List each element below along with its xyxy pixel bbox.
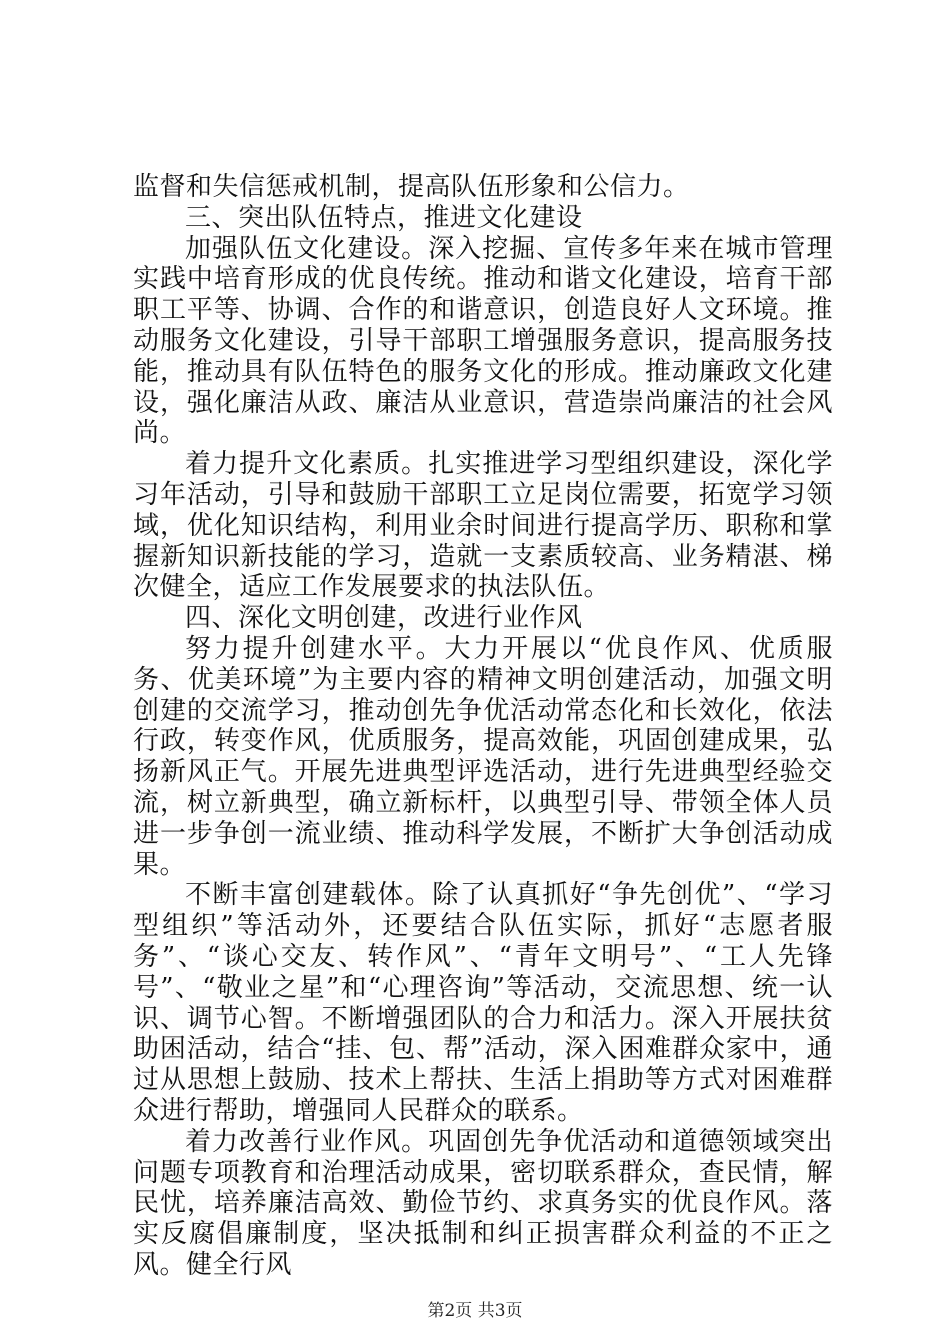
paragraph-1: 监督和失信惩戒机制，提高队伍形象和公信力。	[133, 172, 690, 202]
section-heading-3: 三、突出队伍特点，推进文化建设	[185, 202, 583, 233]
paragraph-industry-style: 着力改善行业作风。巩固创先争优活动和道德领域突出问题专项教育和治理活动成果，密切联系群众，查民情，解民忧，培养廉洁高效、勤俭节约、求真务实的优良作风。落实反腐倡廉制度，坚决抵制和纠正损害群众利益的不正之风。健全行风	[133, 1126, 833, 1280]
paragraph-creation-carriers: 不断丰富创建载体。除了认真抓好“争先创优”、“学习型组织”等活动外，还要结合队伍实际，抓好“志愿者服务”、“谈心交友、转作风”、“青年文明号”、“工人先锋号”、“敬业之星”和“心理咨询”等活动，交流思想、统一认识、调节心智。不断增强团队的合力和活力。深入开展扶贫助困活动，结合“挂、包、帮”活动，深入困难群众家中，通过从思想上鼓励、技术上帮扶、生活上捐助等方式对困难群众进行帮助，增强同人民群众的联系。	[133, 880, 833, 1126]
paragraph-cultural-quality: 着力提升文化素质。扎实推进学习型组织建设，深化学习年活动，引导和鼓励干部职工立足岗位需要，拓宽学习领域，优化知识结构，利用业余时间进行提高学历、职称和掌握新知识新技能的学习，造就一支素质较高、业务精湛、梯次健全，适应工作发展要求的执法队伍。	[133, 449, 833, 603]
page-number: 第2页 共3页	[427, 1301, 523, 1321]
paragraph-creation-level: 努力提升创建水平。大力开展以“优良作风、优质服务、优美环境”为主要内容的精神文明创建活动，加强文明创建的交流学习，推动创先争优活动常态化和长效化，依法行政，转变作风，优质服务，提高效能，巩固创建成果，弘扬新风正气。开展先进典型评选活动，进行先进典型经验交流，树立新典型，确立新标杆，以典型引导、带领全体人员进一步争创一流业绩、推动科学发展，不断扩大争创活动成果。	[133, 633, 833, 880]
section-heading-4: 四、深化文明创建，改进行业作风	[185, 603, 583, 634]
paragraph-culture-building: 加强队伍文化建设。深入挖掘、宣传多年来在城市管理实践中培育形成的优良传统。推动和谐文化建设，培育干部职工平等、协调、合作的和谐意识，创造良好人文环境。推动服务文化建设，引导干部职工增强服务意识，提高服务技能，推动具有队伍特色的服务文化的形成。推动廉政文化建设，强化廉洁从政、廉洁从业意识，营造崇尚廉洁的社会风尚。	[133, 233, 833, 449]
page-footer	[0, 1300, 950, 1322]
document-body	[133, 172, 833, 1281]
